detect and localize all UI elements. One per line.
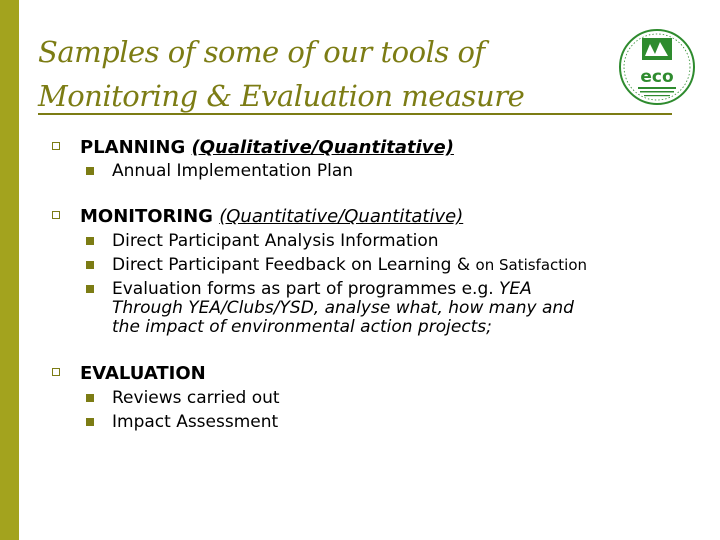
section-heading: PLANNING (Qualitative/Quantitative) (80, 137, 454, 158)
section-heading: EVALUATION (80, 363, 206, 384)
item-bullet-icon (86, 285, 94, 293)
logo-text: eco (640, 67, 674, 87)
item-bullet-icon (86, 167, 94, 175)
title-line-1: Samples of some of our tools of (38, 35, 485, 69)
section-bullet-icon (52, 211, 60, 219)
left-accent-bar (0, 0, 19, 540)
item-bullet-icon (86, 237, 94, 245)
section-heading: MONITORING (Quantitative/Quantitative) (80, 206, 464, 227)
section-bullet-icon (52, 368, 60, 376)
item-bullet-icon (86, 418, 94, 426)
eco-schools-logo (616, 26, 698, 108)
title-line-2: Monitoring & Evaluation measure (38, 79, 525, 113)
item-bullet-icon (86, 394, 94, 402)
section-bullet-icon (52, 142, 60, 150)
item-bullet-icon (86, 261, 94, 269)
slide-title (38, 30, 638, 118)
title-underline (38, 113, 672, 115)
